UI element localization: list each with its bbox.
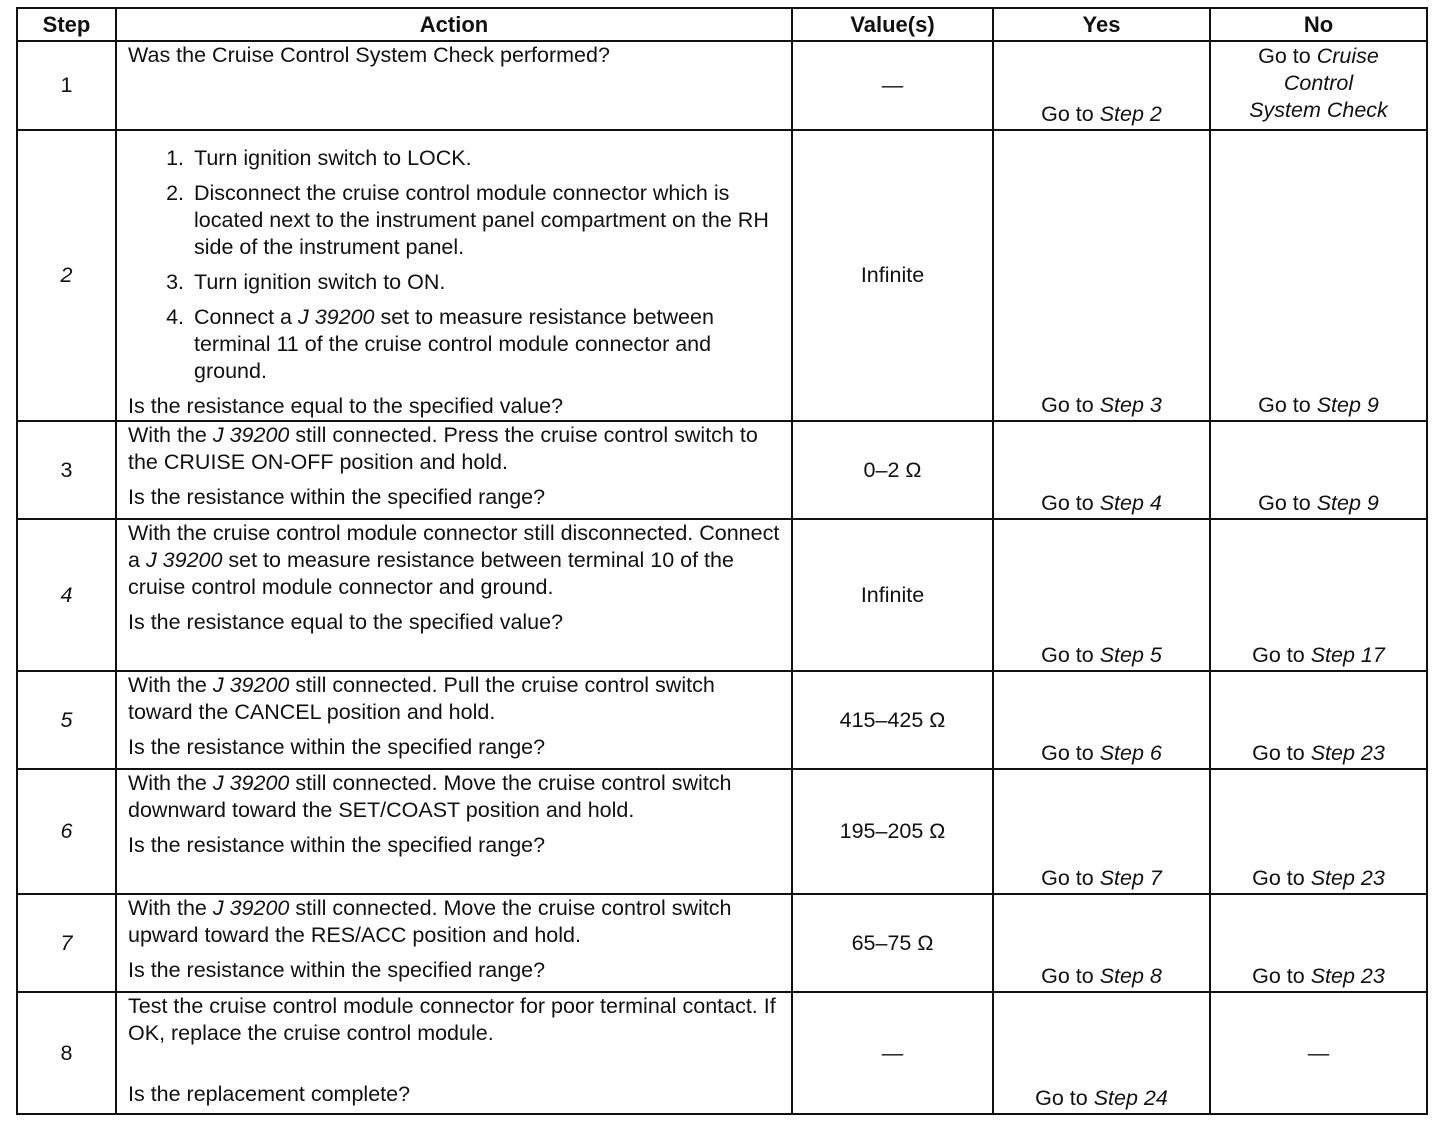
question-text: Is the resistance within the specified range? <box>128 833 546 857</box>
action-text: With the J 39200 still connected. Press the cruise control switch to the CRUISE ON-OFF position and hold. <box>128 423 758 474</box>
no-cell <box>1210 41 1427 130</box>
step-number: 6 <box>17 769 116 894</box>
yes-step-ref: Step 2 <box>1099 102 1162 126</box>
action-text: With the J 39200 still connected. Pull the cruise control switch toward the CANCEL position and hold. <box>128 673 715 724</box>
action-text: Test the cruise control module connector for poor terminal contact. If OK, replace the cruise control module. <box>128 994 776 1045</box>
value-cell: 0–2 Ω <box>792 421 993 519</box>
value-cell: 65–75 Ω <box>792 894 993 992</box>
value-cell: — <box>792 992 993 1114</box>
header-yes: Yes <box>993 8 1210 41</box>
yes-prefix: Go to <box>1041 102 1100 126</box>
substep-item: 4. Connect a J 39200 set to measure resistance between terminal 11 of the cruise control module connector and ground. <box>166 305 714 383</box>
action-cell <box>116 992 792 1114</box>
action-text: With the J 39200 still connected. Move the cruise control switch downward toward the SET/COAST position and hold. <box>128 771 732 822</box>
no-step-ref: Step 23 <box>1310 741 1385 765</box>
no-step-ref: Step 17 <box>1310 643 1385 667</box>
action-cell <box>116 130 792 421</box>
header-values: Value(s) <box>792 8 993 41</box>
action-cell <box>116 519 792 671</box>
substep-item: 2. Disconnect the cruise control module connector which is located next to the instrument panel compartment on the RH side of the instrument panel. <box>166 181 769 259</box>
no-step-ref: Step 9 <box>1316 491 1379 515</box>
no-cell: Go to Step 9 <box>1210 130 1427 421</box>
tool-ref: J 39200 <box>212 423 290 447</box>
header-step: Step <box>17 8 116 41</box>
value-cell: 415–425 Ω <box>792 671 993 769</box>
step-number: 5 <box>17 671 116 769</box>
step-number: 3 <box>17 421 116 519</box>
yes-step-ref: Step 24 <box>1093 1086 1168 1110</box>
table-row-step-8 <box>17 992 1427 1114</box>
yes-step-ref: Step 7 <box>1099 866 1162 890</box>
no-step-ref: Step 23 <box>1310 866 1385 890</box>
yes-cell: Go to Step 8 <box>993 894 1210 992</box>
yes-step-ref: Step 8 <box>1099 964 1162 988</box>
tool-ref: J 39200 <box>212 673 290 697</box>
question-text: Is the resistance equal to the specified value? <box>128 394 564 418</box>
table-row-step-3 <box>17 421 1427 519</box>
no-cell: Go to Step 23 <box>1210 671 1427 769</box>
no-ref-line-3: System Check <box>1249 98 1388 122</box>
action-text: With the J 39200 still connected. Move the cruise control switch upward toward the RES/ACC position and hold. <box>128 896 732 947</box>
table-row-step-5 <box>17 671 1427 769</box>
tool-ref: J 39200 <box>297 305 375 329</box>
action-cell <box>116 41 792 130</box>
diagnostic-table-page <box>16 7 1426 1115</box>
step-number: 4 <box>17 519 116 671</box>
yes-step-ref: Step 3 <box>1099 393 1162 417</box>
action-text: With the cruise control module connector still disconnected. Connect a J 39200 set to measure resistance between terminal 10 of the cruise control module connector and ground. <box>128 521 780 599</box>
action-cell <box>116 421 792 519</box>
no-cell: Go to Step 23 <box>1210 894 1427 992</box>
table-row-step-7 <box>17 894 1427 992</box>
yes-step-ref: Step 5 <box>1099 643 1162 667</box>
no-cell: Go to Step 23 <box>1210 769 1427 894</box>
table-row-step-2 <box>17 130 1427 421</box>
action-cell <box>116 671 792 769</box>
no-ref-line-1: Cruise <box>1316 44 1379 68</box>
tool-ref: J 39200 <box>212 896 290 920</box>
question-text: Is the resistance within the specified range? <box>128 485 546 509</box>
no-prefix: Go to <box>1258 44 1317 68</box>
yes-cell: Go to Step 3 <box>993 130 1210 421</box>
table-row-step-6 <box>17 769 1427 894</box>
value-cell: Infinite <box>792 519 993 671</box>
diagnostic-table <box>16 7 1428 1115</box>
value-cell: Infinite <box>792 130 993 421</box>
question-text: Is the replacement complete? <box>128 1082 411 1106</box>
action-text: Was the Cruise Control System Check performed? <box>128 43 610 67</box>
yes-step-ref: Step 4 <box>1099 491 1162 515</box>
table-row-step-4 <box>17 519 1427 671</box>
header-row <box>17 8 1427 41</box>
action-cell <box>116 894 792 992</box>
header-action: Action <box>116 8 792 41</box>
no-step-ref: Step 9 <box>1316 393 1379 417</box>
yes-cell: Go to Step 24 <box>993 992 1210 1114</box>
tool-ref: J 39200 <box>212 771 290 795</box>
substep-item: 1. Turn ignition switch to LOCK. <box>166 146 472 170</box>
question-text: Is the resistance equal to the specified value? <box>128 610 564 634</box>
step-number: 2 <box>17 130 116 421</box>
step-number: 7 <box>17 894 116 992</box>
yes-cell <box>993 41 1210 130</box>
substep-list <box>128 145 783 385</box>
step-number: 1 <box>17 41 116 130</box>
yes-cell: Go to Step 7 <box>993 769 1210 894</box>
yes-step-ref: Step 6 <box>1099 741 1162 765</box>
question-text: Is the resistance within the specified range? <box>128 735 546 759</box>
yes-cell: Go to Step 6 <box>993 671 1210 769</box>
substep-item: 3. Turn ignition switch to ON. <box>166 270 446 294</box>
step-number: 8 <box>17 992 116 1114</box>
header-no: No <box>1210 8 1427 41</box>
no-cell: — <box>1210 992 1427 1114</box>
table-row-step-1 <box>17 41 1427 130</box>
yes-cell: Go to Step 5 <box>993 519 1210 671</box>
tool-ref: J 39200 <box>145 548 223 572</box>
action-cell <box>116 769 792 894</box>
no-cell: Go to Step 9 <box>1210 421 1427 519</box>
question-text: Is the resistance within the specified range? <box>128 958 546 982</box>
no-ref-line-2: Control <box>1283 71 1354 95</box>
yes-cell: Go to Step 4 <box>993 421 1210 519</box>
no-cell: Go to Step 17 <box>1210 519 1427 671</box>
value-cell: — <box>792 41 993 130</box>
value-cell: 195–205 Ω <box>792 769 993 894</box>
no-step-ref: Step 23 <box>1310 964 1385 988</box>
